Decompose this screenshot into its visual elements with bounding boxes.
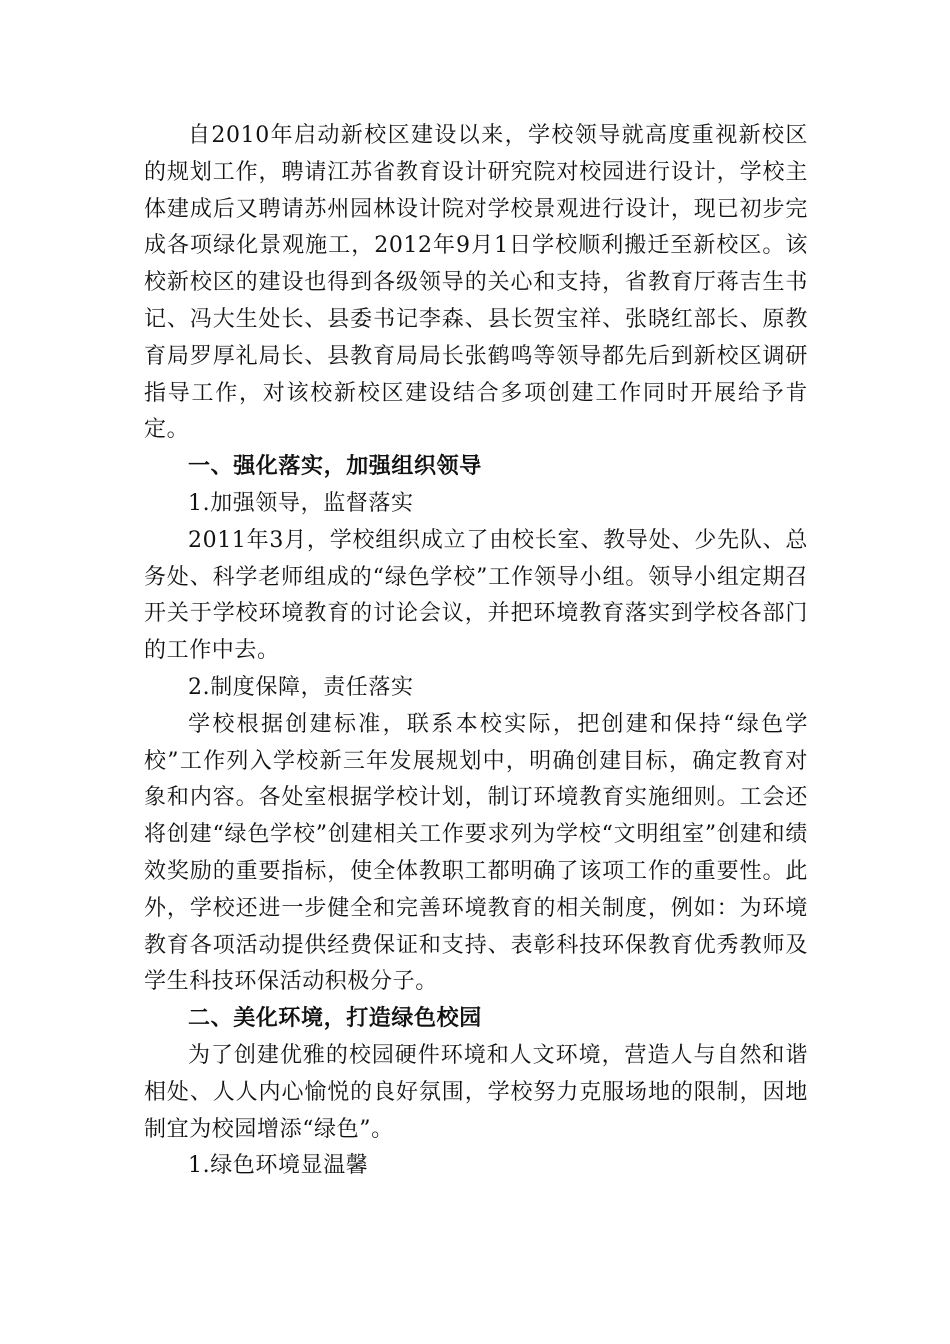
subheading-1-2: 2.制度保障，责任落实 bbox=[188, 674, 414, 700]
paragraph-1-1: 2011年3月，学校组织成立了由校长室、教导处、少先队、总务处、科学老师组成的“绿色学校”工作领导小组。领导小组定期召开关于学校环境教育的讨论会议，并把环境教育落实到学校各部门的工作中去。 bbox=[144, 527, 808, 664]
subheading-2-1: 1.绿色环境显温馨 bbox=[188, 1153, 369, 1179]
paragraph-2: 为了创建优雅的校园硬件环境和人文环境，营造人与自然和谐相处、人人内心愉悦的良好氛围，学校努力克服场地的限制，因地制宜为校园增添“绿色”。 bbox=[144, 1042, 808, 1142]
document-page bbox=[144, 118, 808, 1185]
section-heading-2: 二、美化环境，打造绿色校园 bbox=[188, 1006, 482, 1032]
subheading-1-1: 1.加强领导，监督落实 bbox=[188, 490, 414, 516]
paragraph-1-2: 学校根据创建标准，联系本校实际，把创建和保持“绿色学校”工作列入学校新三年发展规划中，明确创建目标，确定教育对象和内容。各处室根据学校计划，制订环境教育实施细则。工会还将创建“绿色学校”创建相关工作要求列为学校“文明组室”创建和绩效奖励的重要指标，使全体教职工都明确了该项工作的重要性。此外，学校还进一步健全和完善环境教育的相关制度，例如：为环境教育各项活动提供经费保证和支持、表彰科技环保教育优秀教师及学生科技环保活动积极分子。 bbox=[144, 711, 808, 995]
section-heading-1: 一、强化落实，加强组织领导 bbox=[188, 454, 482, 480]
intro-paragraph: 自2010年启动新校区建设以来，学校领导就高度重视新校区的规划工作，聘请江苏省教育设计研究院对校园进行设计，学校主体建成后又聘请苏州园林设计院对学校景观进行设计，现已初步完成各项绿化景观施工，2012年9月1日学校顺利搬迁至新校区。该校新校区的建设也得到各级领导的关心和支持，省教育厅蒋吉生书记、冯大生处长、县委书记李森、县长贺宝祥、张晓红部长、原教育局罗厚礼局长、县教育局局长张鹤鸣等领导都先后到新校区调研指导工作，对该校新校区建设结合多项创建工作同时开展给予肯定。 bbox=[144, 123, 808, 443]
